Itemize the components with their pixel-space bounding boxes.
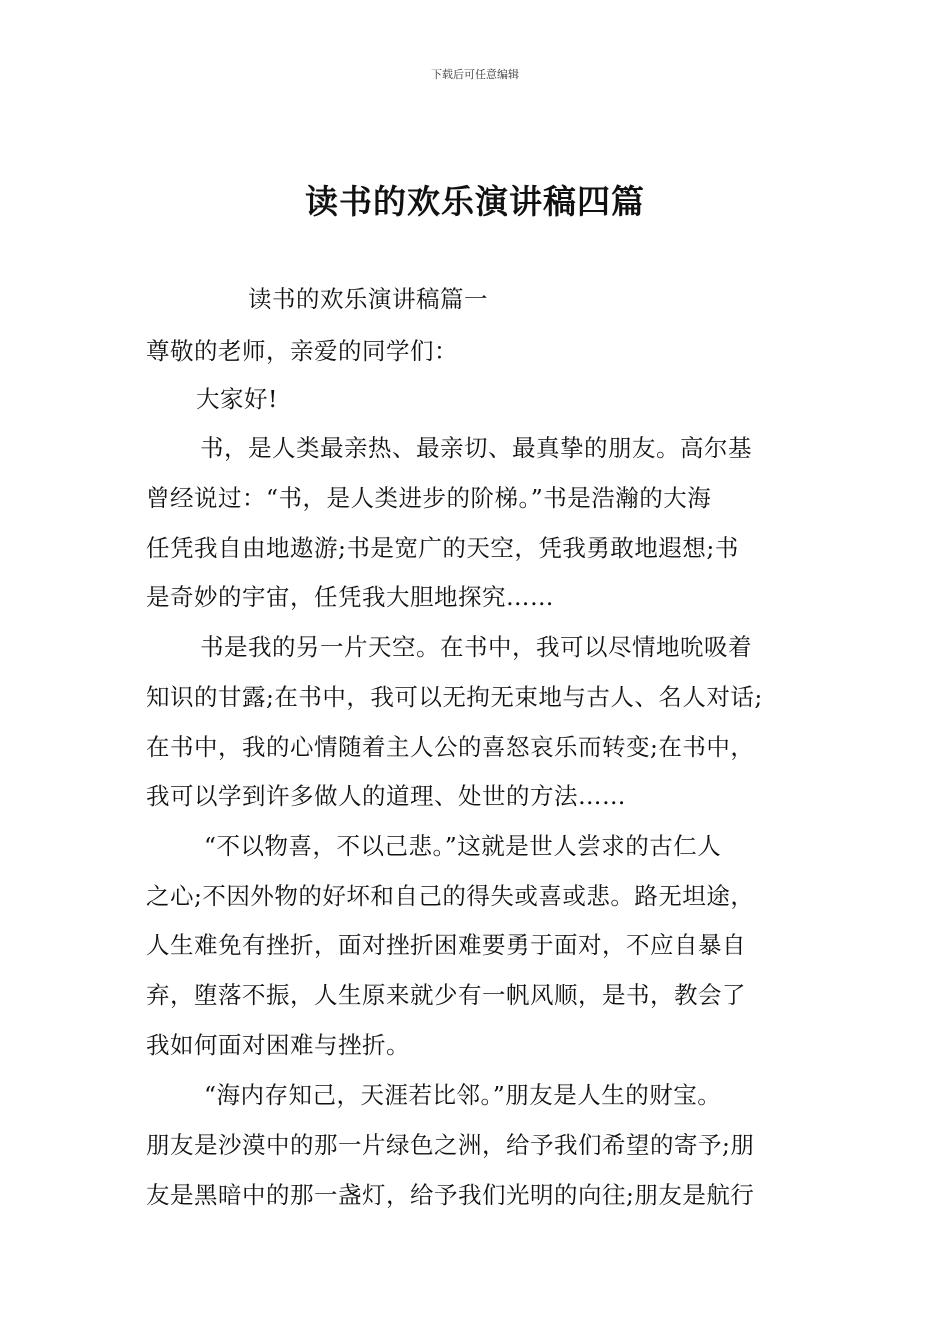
paragraph-line: 人生难免有挫折，面对挫折困难要勇于面对，不应自暴自	[146, 931, 746, 959]
paragraph-line: 书是我的另一片天空。在书中，我可以尽情地吮吸着	[200, 633, 752, 661]
paragraph-line: 曾经说过：“书，是人类进步的阶梯。”书是浩瀚的大海	[146, 484, 712, 512]
paragraph-line: 在书中，我的心情随着主人公的喜怒哀乐而转变;在书中，	[146, 733, 755, 761]
paragraph-line: 我如何面对困难与挫折。	[146, 1031, 410, 1059]
paragraph-line: 之心;不因外物的好坏和自己的得失或喜或悲。路无坦途，	[146, 882, 755, 910]
paragraph-line: 任凭我自由地遨游;书是宽广的天空，凭我勇敢地遐想;书	[146, 534, 739, 562]
section-heading: 读书的欢乐演讲稿篇一	[248, 285, 488, 313]
header-note: 下载后可任意编辑	[431, 68, 519, 81]
paragraph-line: 友是黑暗中的那一盏灯，给予我们光明的向往;朋友是航行	[146, 1181, 755, 1209]
paragraph-line: 我可以学到许多做人的道理、处世的方法……	[146, 782, 626, 810]
paragraph-line: 弃，堕落不振，人生原来就少有一帆风顺，是书，教会了	[146, 981, 746, 1009]
paragraph-line: 朋友是沙漠中的那一片绿色之洲，给予我们希望的寄予;朋	[146, 1131, 755, 1159]
paragraph-line: 书，是人类最亲热、最亲切、最真挚的朋友。高尔基	[200, 434, 752, 462]
salutation: 尊敬的老师，亲爱的同学们：	[146, 337, 458, 365]
document-title: 读书的欢乐演讲稿四篇	[305, 182, 645, 221]
paragraph-line: “不以物喜，不以己悲。”这就是世人尝求的古仁人	[204, 832, 722, 860]
greeting: 大家好!	[196, 385, 278, 413]
paragraph-line: 是奇妙的宇宙，任凭我大胆地探究……	[146, 583, 554, 611]
paragraph-line: “海内存知己，天涯若比邻。”朋友是人生的财宝。	[204, 1081, 722, 1109]
paragraph-line: 知识的甘露;在书中，我可以无拘无束地与古人、名人对话;	[146, 683, 763, 711]
